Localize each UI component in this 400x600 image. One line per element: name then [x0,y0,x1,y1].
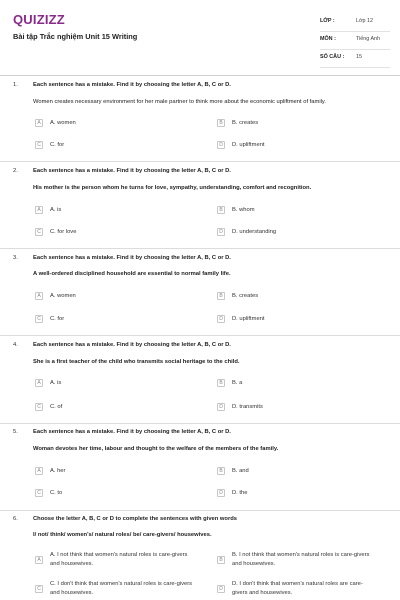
question-number: 4. [13,342,18,348]
question-4 [0,337,400,424]
question-instruction: Each sentence has a mistake. Find it by choosing the letter A, B, C or D. [33,255,231,261]
question-sentence: She is a first teacher of the child who transmits social heritage to the child. [33,359,240,365]
question-instruction: Each sentence has a mistake. Find it by choosing the letter A, B, C or D. [33,168,231,174]
meta-row-class [320,14,390,32]
quizizz-logo: QUIZIZZ [13,12,65,27]
option-text: A. is [50,206,62,213]
meta-row-count [320,50,390,68]
question-divider [0,423,400,424]
option-text: D. the [232,489,248,496]
question-sentence: A well-ordered disciplined household are essential to normal family life. [33,271,231,277]
option-letter-box[interactable]: C [35,403,43,411]
option-letter-box[interactable]: D [217,141,225,149]
option-text: B. I not think that women's natural roles is care-givers and housewives. [232,552,370,567]
option-letter-box[interactable]: D [217,403,225,411]
option-letter-box[interactable]: C [35,585,43,593]
option-text: C. for [50,315,65,322]
option-letter-box[interactable]: D [217,228,225,236]
option-letter-box[interactable]: A [35,467,43,475]
question-sentence: Women creates necessary environment for her male partner to think more about the economic upliftment of family. [33,99,326,105]
option-text: B. creates [232,292,259,299]
question-instruction: Each sentence has a mistake. Find it by choosing the letter A, B, C or D. [33,342,231,348]
worksheet-meta [320,14,390,68]
option-text: D. understanding [232,228,277,235]
question-instruction: Each sentence has a mistake. Find it by choosing the letter A, B, C or D. [33,82,231,88]
question-instruction: Choose the letter A, B, C or D to complete the sentences with given words [33,516,237,522]
question-3 [0,250,400,337]
meta-row-subject [320,32,390,50]
meta-value: 15 [356,54,362,60]
option-text: D. transmits [232,403,263,410]
option-letter-box[interactable]: D [217,315,225,323]
option-text: D. upliftment [232,141,265,148]
question-divider [0,161,400,162]
option-text: B. whom [232,206,255,213]
option-letter-box[interactable]: A [35,292,43,300]
option-text: C. of [50,403,63,410]
option-letter-box[interactable]: B [217,467,225,475]
option-letter-box[interactable]: A [35,119,43,127]
question-sentence: Woman devotes her time, labour and thought to the welfare of the members of the family. [33,446,279,452]
option-text: C. I don't think that women's natural roles is care-givers and housewives. [50,581,193,596]
option-letter-box[interactable]: B [217,379,225,387]
option-letter-box[interactable]: B [217,206,225,214]
option-letter-box[interactable]: A [35,379,43,387]
question-5 [0,425,400,511]
question-number: 2. [13,168,18,174]
question-divider [0,335,400,336]
question-divider [0,248,400,249]
option-letter-box[interactable]: B [217,556,225,564]
question-instruction: Each sentence has a mistake. Find it by choosing the letter A, B, C or D. [33,429,231,435]
option-text: A. I not think that women's natural roles is care-givers and housewives. [50,552,188,567]
meta-value: Lớp 12 [356,18,374,24]
option-text: D. upliftment [232,315,265,322]
option-text: D. I don't think that women's natural roles are care-givers and housewives. [232,581,363,596]
question-number: 1. [13,82,18,88]
worksheet-header [0,0,400,76]
option-text: B. creates [232,119,259,126]
option-letter-box[interactable]: D [217,585,225,593]
question-sentence: I/ not/ think/ women's/ natural roles/ be/ care-givers/ housewives. [33,532,212,538]
question-sentence: His mother is the person whom he turns for love, sympathy, understanding, comfort and recognition. [33,185,312,191]
option-letter-box[interactable]: A [35,556,43,564]
meta-value: Tiếng Anh [356,36,381,42]
option-text: B. and [232,467,249,474]
option-text: A. her [50,467,66,474]
option-text: A. women [50,119,76,126]
option-text: C. for [50,141,65,148]
question-divider [0,510,400,511]
worksheet-title: Bài tập Trắc nghiệm Unit 15 Writing [13,32,138,41]
option-letter-box[interactable]: A [35,206,43,214]
option-text: C. to [50,489,63,496]
option-letter-box[interactable]: C [35,228,43,236]
meta-label: LỚP : [320,18,335,24]
question-number: 6. [13,516,18,522]
meta-label: MÔN : [320,36,336,42]
question-2 [0,163,400,250]
option-letter-box[interactable]: B [217,292,225,300]
option-letter-box[interactable]: D [217,489,225,497]
option-letter-box[interactable]: B [217,119,225,127]
question-number: 3. [13,255,18,261]
question-number: 5. [13,429,18,435]
option-letter-box[interactable]: C [35,315,43,323]
option-text: A. is [50,379,62,386]
option-text: B. a [232,379,243,386]
option-letter-box[interactable]: C [35,141,43,149]
option-letter-box[interactable]: C [35,489,43,497]
meta-label: SỐ CÂU : [320,54,345,60]
option-text: C. for love [50,228,77,235]
option-text: A. women [50,292,76,299]
question-6 [0,512,400,600]
question-1 [0,76,400,163]
